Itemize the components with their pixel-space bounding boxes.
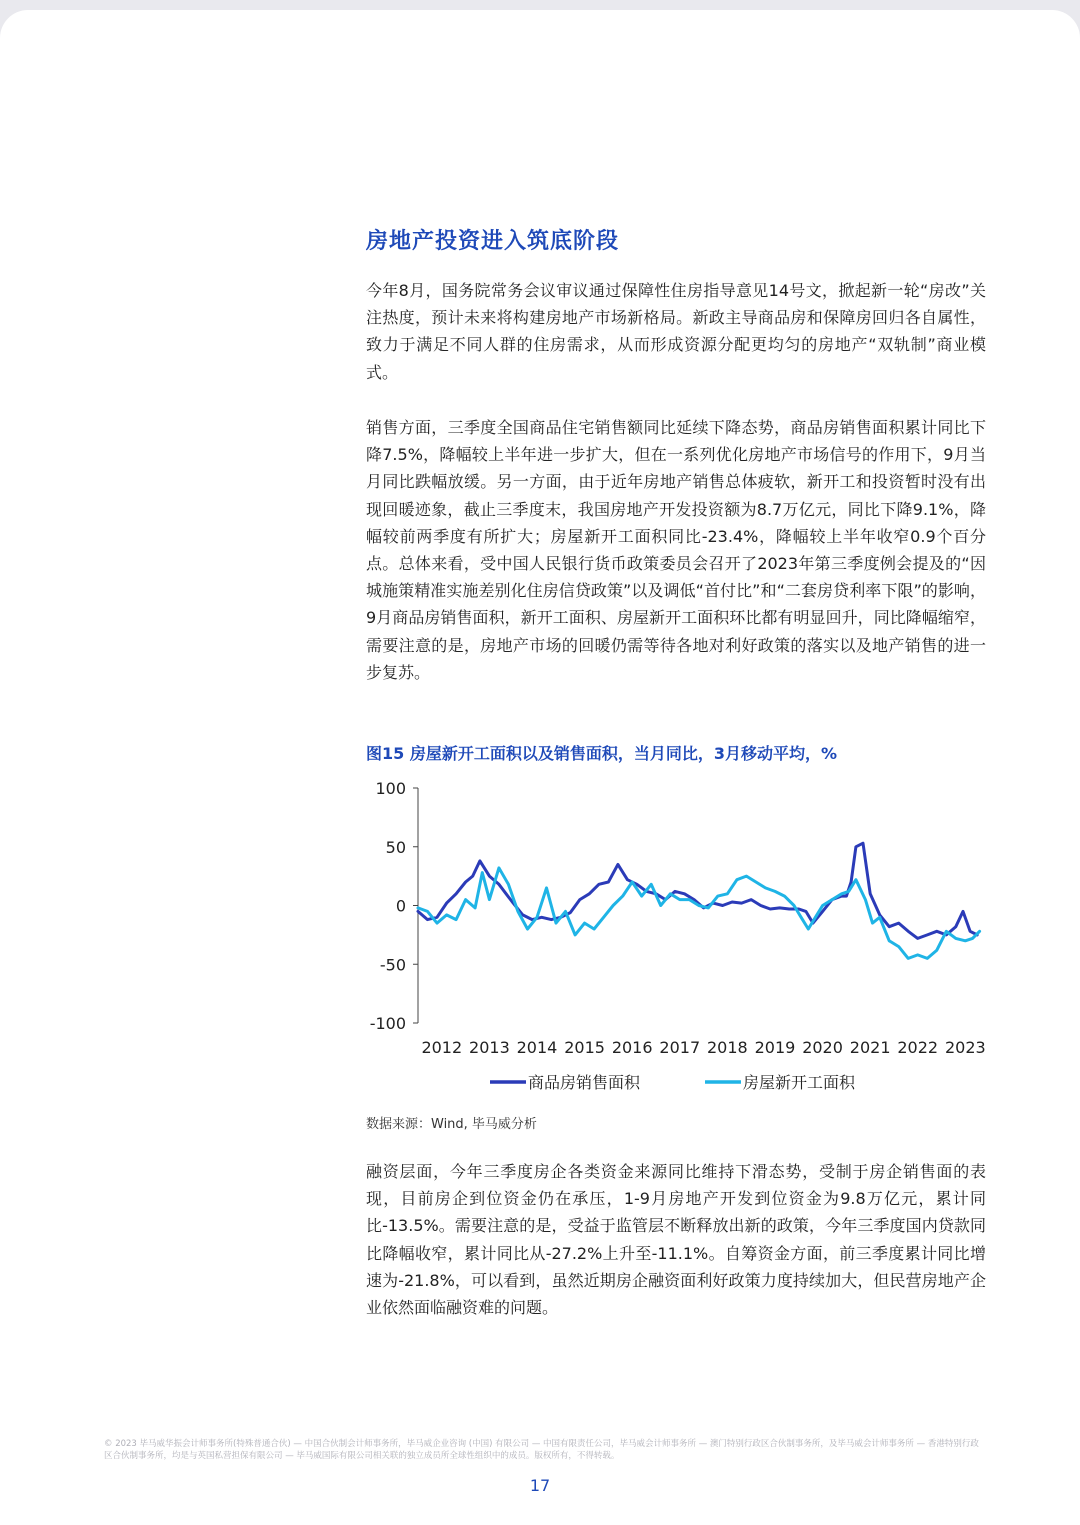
copyright-footer: © 2023 毕马威华振会计师事务所(特殊普通合伙) — 中国合伙制会计师事务所，毕马威企业咨询 (中国) 有限公司 — 中国有限责任公司，毕马威会计师事务所 — 澳门特别行政区合伙制事务所，及毕马威会计师事务所 — 香港特别行政区合伙制事务所，均是与英国私营担保有限公司 — 毕马威国际有限公司相关联的独立成员所全球性组织中的成员。版权所有，不得转载。 [104, 1439, 979, 1461]
legend-label-starts: 房屋新开工面积 [743, 1073, 856, 1092]
x-tick-label: 2012 [421, 1038, 463, 1057]
x-tick-label: 2019 [754, 1038, 796, 1057]
x-tick-label: 2018 [707, 1038, 748, 1057]
body-paragraph: 今年8月，国务院常务会议审议通过保障性住房指导意见14号文，掀起新一轮“房改”关注热度，预计未来将构建房地产市场新格局。新政主导商品房和保障房回归各自属性，致力于满足不同人群的住房需求，从而形成资源分配更均匀的房地产“双轨制”商业模式。 [366, 281, 986, 382]
x-tick-label: 2021 [849, 1038, 891, 1057]
body-paragraph: 融资层面，今年三季度房企各类资金来源同比维持下滑态势，受制于房企销售面的表现，目前房企到位资金仍在承压，1-9月房地产开发到位资金为9.8万亿元，累计同比-13.5%。需要注意的是，受益于监管层不断释放出新的政策，今年三季度国内贷款同比降幅收窄，累计同比从-27.2%上升至-11.1%。自筹资金方面，前三季度累计同比增速为-21.8%，可以看到，虽然近期房企融资面利好政策力度持续加大，但民营房地产企业依然面临融资难的问题。 [366, 1162, 986, 1318]
x-tick-label: 2017 [659, 1038, 701, 1057]
data-source: 数据来源：Wind, 毕马威分析 [366, 1117, 537, 1132]
y-tick-label: 50 [385, 837, 406, 857]
x-tick-label: 2016 [611, 1038, 653, 1057]
section-title: 房地产投资进入筑底阶段 [366, 229, 620, 254]
legend-label-sales: 商品房销售面积 [528, 1073, 641, 1092]
y-tick-label: 0 [395, 896, 406, 916]
y-tick-label: -100 [369, 1014, 406, 1033]
y-tick-label: -50 [379, 955, 406, 975]
figure-title: 图15 房屋新开工面积以及销售面积，当月同比，3月移动平均，% [366, 744, 838, 763]
x-tick-label: 2023 [944, 1038, 986, 1057]
page-number: 17 [529, 1476, 551, 1495]
x-tick-label: 2014 [516, 1038, 558, 1057]
x-tick-label: 2015 [564, 1038, 605, 1057]
series-line-starts [418, 868, 980, 959]
x-tick-label: 2022 [897, 1038, 939, 1057]
line-chart [350, 770, 990, 1100]
x-tick-label: 2013 [469, 1038, 510, 1057]
series-line-sales [418, 843, 977, 938]
x-tick-label: 2020 [802, 1038, 843, 1057]
body-paragraph: 销售方面，三季度全国商品住宅销售额同比延续下降态势，商品房销售面积累计同比下降7.5%，降幅较上半年进一步扩大，但在一系列优化房地产市场信号的作用下，9月当月同比跌幅放缓。另一方面，由于近年房地产销售总体疲软，新开工和投资暂时没有出现回暖迹象，截止三季度末，我国房地产开发投资额为8.7万亿元，同比下降9.1%，降幅较前两季度有所扩大；房屋新开工面积同比-23.4%，降幅较上半年收窄0.9个百分点。总体来看，受中国人民银行货币政策委员会召开了2023年第三季度例会提及的“因城施策精准实施差别化住房信贷政策”以及调低“首付比”和“二套房贷利率下限”的影响，9月商品房销售面积，新开工面积、房屋新开工面积环比都有明显回升，同比降幅缩窄，需要注意的是，房地产市场的回暖仍需等待各地对利好政策的落实以及地产销售的进一步复苏。 [366, 418, 986, 682]
y-tick-label: 100 [375, 779, 406, 798]
chart-svg [350, 770, 990, 1100]
